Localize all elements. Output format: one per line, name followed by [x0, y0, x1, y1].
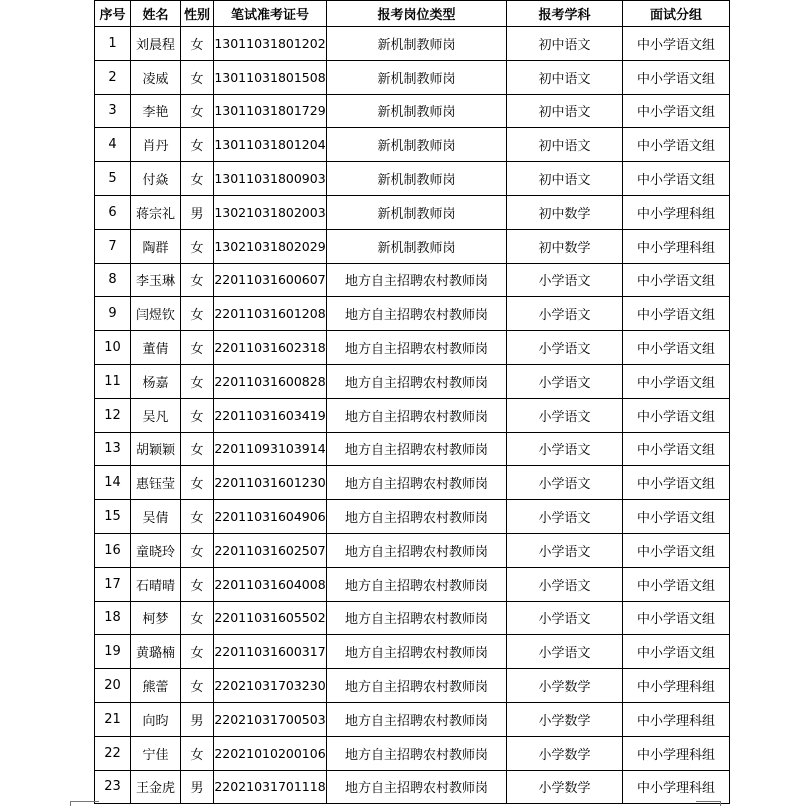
cell-position-type: 新机制教师岗: [327, 27, 507, 61]
cell-name: 黄璐楠: [131, 635, 181, 669]
cell-position-type: 地方自主招聘农村教师岗: [327, 331, 507, 365]
cell-gender: 女: [181, 601, 214, 635]
cell-name: 吴凡: [131, 398, 181, 432]
cell-subject: 小学数学: [507, 702, 623, 736]
cell-position-type: 新机制教师岗: [327, 162, 507, 196]
cell-name: 向昀: [131, 702, 181, 736]
header-exam-id: 笔试准考证号: [214, 1, 327, 27]
cell-subject: 初中语文: [507, 162, 623, 196]
cell-interview-group: 中小学语文组: [623, 128, 730, 162]
cell-position-type: 地方自主招聘农村教师岗: [327, 736, 507, 770]
cell-name: 杨嘉: [131, 364, 181, 398]
table-row: [95, 94, 730, 128]
cell-gender: 女: [181, 27, 214, 61]
cell-gender: 女: [181, 567, 214, 601]
cell-seq: 17: [95, 567, 131, 601]
cell-interview-group: 中小学理科组: [623, 229, 730, 263]
cell-exam-id: 13021031802003: [214, 195, 327, 229]
cell-interview-group: 中小学语文组: [623, 398, 730, 432]
cell-exam-id: 22021031703230: [214, 669, 327, 703]
cell-seq: 9: [95, 297, 131, 331]
cell-gender: 女: [181, 364, 214, 398]
cell-position-type: 地方自主招聘农村教师岗: [327, 297, 507, 331]
cell-seq: 3: [95, 94, 131, 128]
cell-exam-id: 22021031701118: [214, 770, 327, 804]
cell-name: 刘晨程: [131, 27, 181, 61]
cell-seq: 14: [95, 466, 131, 500]
cell-subject: 小学语文: [507, 331, 623, 365]
cell-subject: 初中数学: [507, 195, 623, 229]
cell-position-type: 地方自主招聘农村教师岗: [327, 364, 507, 398]
table-row: [95, 195, 730, 229]
cell-interview-group: 中小学理科组: [623, 195, 730, 229]
cell-name: 吴倩: [131, 500, 181, 534]
table-row: [95, 263, 730, 297]
cell-interview-group: 中小学语文组: [623, 162, 730, 196]
cell-exam-id: 22011031600317: [214, 635, 327, 669]
cell-interview-group: 中小学语文组: [623, 263, 730, 297]
table-row: [95, 229, 730, 263]
cell-name: 宁佳: [131, 736, 181, 770]
cell-interview-group: 中小学语文组: [623, 500, 730, 534]
cell-exam-id: 22011093103914: [214, 432, 327, 466]
page-corner-mark-right: [696, 801, 721, 806]
table-row: [95, 601, 730, 635]
cell-exam-id: 22011031600828: [214, 364, 327, 398]
cell-exam-id: 22011031600607: [214, 263, 327, 297]
cell-subject: 小学语文: [507, 364, 623, 398]
cell-interview-group: 中小学理科组: [623, 702, 730, 736]
cell-subject: 小学语文: [507, 500, 623, 534]
cell-interview-group: 中小学语文组: [623, 533, 730, 567]
cell-seq: 5: [95, 162, 131, 196]
cell-gender: 女: [181, 94, 214, 128]
cell-gender: 女: [181, 297, 214, 331]
cell-seq: 10: [95, 331, 131, 365]
cell-position-type: 地方自主招聘农村教师岗: [327, 702, 507, 736]
cell-gender: 女: [181, 162, 214, 196]
cell-seq: 19: [95, 635, 131, 669]
table-row: [95, 567, 730, 601]
cell-subject: 小学语文: [507, 263, 623, 297]
header-position-type: 报考岗位类型: [327, 1, 507, 27]
cell-gender: 男: [181, 195, 214, 229]
table-row: [95, 635, 730, 669]
table-row: [95, 128, 730, 162]
header-seq: 序号: [95, 1, 131, 27]
cell-position-type: 地方自主招聘农村教师岗: [327, 533, 507, 567]
cell-exam-id: 13011031801204: [214, 128, 327, 162]
cell-position-type: 地方自主招聘农村教师岗: [327, 500, 507, 534]
cell-subject: 初中语文: [507, 60, 623, 94]
header-subject: 报考学科: [507, 1, 623, 27]
table-row: [95, 736, 730, 770]
cell-subject: 小学语文: [507, 297, 623, 331]
cell-seq: 6: [95, 195, 131, 229]
cell-subject: 初中语文: [507, 27, 623, 61]
cell-seq: 4: [95, 128, 131, 162]
table-row: [95, 770, 730, 804]
cell-gender: 男: [181, 770, 214, 804]
cell-name: 董倩: [131, 331, 181, 365]
cell-exam-id: 13011031801508: [214, 60, 327, 94]
cell-gender: 女: [181, 736, 214, 770]
table-row: [95, 533, 730, 567]
cell-position-type: 新机制教师岗: [327, 128, 507, 162]
cell-gender: 女: [181, 635, 214, 669]
cell-gender: 女: [181, 263, 214, 297]
cell-gender: 女: [181, 500, 214, 534]
cell-seq: 8: [95, 263, 131, 297]
cell-name: 陶群: [131, 229, 181, 263]
cell-gender: 女: [181, 432, 214, 466]
cell-name: 付焱: [131, 162, 181, 196]
header-gender: 性别: [181, 1, 214, 27]
cell-exam-id: 22011031601208: [214, 297, 327, 331]
cell-interview-group: 中小学语文组: [623, 567, 730, 601]
page-corner-mark-left: [70, 801, 99, 806]
cell-name: 李玉琳: [131, 263, 181, 297]
cell-name: 石晴晴: [131, 567, 181, 601]
table-row: [95, 669, 730, 703]
cell-interview-group: 中小学语文组: [623, 635, 730, 669]
cell-exam-id: 22011031602507: [214, 533, 327, 567]
table-row: [95, 500, 730, 534]
cell-subject: 初中语文: [507, 94, 623, 128]
cell-position-type: 地方自主招聘农村教师岗: [327, 398, 507, 432]
cell-position-type: 新机制教师岗: [327, 229, 507, 263]
cell-position-type: 新机制教师岗: [327, 94, 507, 128]
cell-interview-group: 中小学语文组: [623, 331, 730, 365]
cell-gender: 男: [181, 702, 214, 736]
cell-subject: 小学语文: [507, 635, 623, 669]
table-row: [95, 60, 730, 94]
cell-subject: 小学语文: [507, 533, 623, 567]
cell-name: 蒋宗礼: [131, 195, 181, 229]
cell-seq: 13: [95, 432, 131, 466]
cell-name: 熊蕾: [131, 669, 181, 703]
cell-gender: 女: [181, 128, 214, 162]
cell-subject: 小学语文: [507, 601, 623, 635]
cell-subject: 小学数学: [507, 770, 623, 804]
cell-gender: 女: [181, 669, 214, 703]
cell-subject: 小学语文: [507, 432, 623, 466]
cell-position-type: 地方自主招聘农村教师岗: [327, 635, 507, 669]
cell-name: 胡颖颖: [131, 432, 181, 466]
header-interview-group: 面试分组: [623, 1, 730, 27]
cell-subject: 小学语文: [507, 398, 623, 432]
cell-seq: 7: [95, 229, 131, 263]
cell-exam-id: 13011031801202: [214, 27, 327, 61]
cell-seq: 11: [95, 364, 131, 398]
cell-seq: 12: [95, 398, 131, 432]
cell-name: 闫煜钦: [131, 297, 181, 331]
cell-subject: 小学语文: [507, 466, 623, 500]
cell-interview-group: 中小学理科组: [623, 770, 730, 804]
cell-name: 王金虎: [131, 770, 181, 804]
table-row: [95, 702, 730, 736]
cell-position-type: 地方自主招聘农村教师岗: [327, 432, 507, 466]
table-row: [95, 432, 730, 466]
cell-gender: 女: [181, 60, 214, 94]
cell-interview-group: 中小学语文组: [623, 432, 730, 466]
cell-name: 惠钰莹: [131, 466, 181, 500]
cell-seq: 1: [95, 27, 131, 61]
cell-exam-id: 22011031602318: [214, 331, 327, 365]
cell-seq: 16: [95, 533, 131, 567]
candidate-table: [94, 0, 730, 804]
cell-exam-id: 22011031604906: [214, 500, 327, 534]
cell-interview-group: 中小学语文组: [623, 466, 730, 500]
table-row: [95, 466, 730, 500]
cell-seq: 15: [95, 500, 131, 534]
cell-subject: 初中语文: [507, 128, 623, 162]
cell-name: 凌威: [131, 60, 181, 94]
cell-interview-group: 中小学语文组: [623, 27, 730, 61]
cell-position-type: 地方自主招聘农村教师岗: [327, 601, 507, 635]
cell-exam-id: 22011031604008: [214, 567, 327, 601]
cell-interview-group: 中小学语文组: [623, 94, 730, 128]
cell-interview-group: 中小学语文组: [623, 364, 730, 398]
header-row: [95, 1, 730, 27]
cell-seq: 18: [95, 601, 131, 635]
cell-exam-id: 22011031603419: [214, 398, 327, 432]
cell-gender: 女: [181, 398, 214, 432]
table-row: [95, 398, 730, 432]
cell-interview-group: 中小学语文组: [623, 60, 730, 94]
cell-interview-group: 中小学理科组: [623, 669, 730, 703]
cell-name: 李艳: [131, 94, 181, 128]
cell-gender: 女: [181, 533, 214, 567]
cell-position-type: 新机制教师岗: [327, 195, 507, 229]
header-name: 姓名: [131, 1, 181, 27]
cell-position-type: 地方自主招聘农村教师岗: [327, 466, 507, 500]
table-row: [95, 297, 730, 331]
cell-position-type: 地方自主招聘农村教师岗: [327, 567, 507, 601]
cell-exam-id: 22011031605502: [214, 601, 327, 635]
cell-gender: 女: [181, 466, 214, 500]
cell-exam-id: 13021031802029: [214, 229, 327, 263]
cell-subject: 小学语文: [507, 567, 623, 601]
cell-interview-group: 中小学语文组: [623, 297, 730, 331]
cell-seq: 21: [95, 702, 131, 736]
cell-position-type: 地方自主招聘农村教师岗: [327, 669, 507, 703]
table-row: [95, 331, 730, 365]
cell-position-type: 地方自主招聘农村教师岗: [327, 770, 507, 804]
table-row: [95, 364, 730, 398]
cell-name: 柯梦: [131, 601, 181, 635]
cell-gender: 女: [181, 331, 214, 365]
cell-position-type: 新机制教师岗: [327, 60, 507, 94]
cell-exam-id: 22021010200106: [214, 736, 327, 770]
cell-exam-id: 22011031601230: [214, 466, 327, 500]
cell-position-type: 地方自主招聘农村教师岗: [327, 263, 507, 297]
cell-name: 童晓玲: [131, 533, 181, 567]
cell-interview-group: 中小学语文组: [623, 601, 730, 635]
table-row: [95, 27, 730, 61]
cell-subject: 小学数学: [507, 669, 623, 703]
cell-exam-id: 13011031801729: [214, 94, 327, 128]
cell-exam-id: 13011031800903: [214, 162, 327, 196]
cell-name: 肖丹: [131, 128, 181, 162]
table-row: [95, 162, 730, 196]
cell-seq: 20: [95, 669, 131, 703]
cell-seq: 23: [95, 770, 131, 804]
cell-gender: 女: [181, 229, 214, 263]
cell-seq: 2: [95, 60, 131, 94]
cell-seq: 22: [95, 736, 131, 770]
cell-interview-group: 中小学理科组: [623, 736, 730, 770]
cell-exam-id: 22021031700503: [214, 702, 327, 736]
cell-subject: 小学数学: [507, 736, 623, 770]
cell-subject: 初中数学: [507, 229, 623, 263]
